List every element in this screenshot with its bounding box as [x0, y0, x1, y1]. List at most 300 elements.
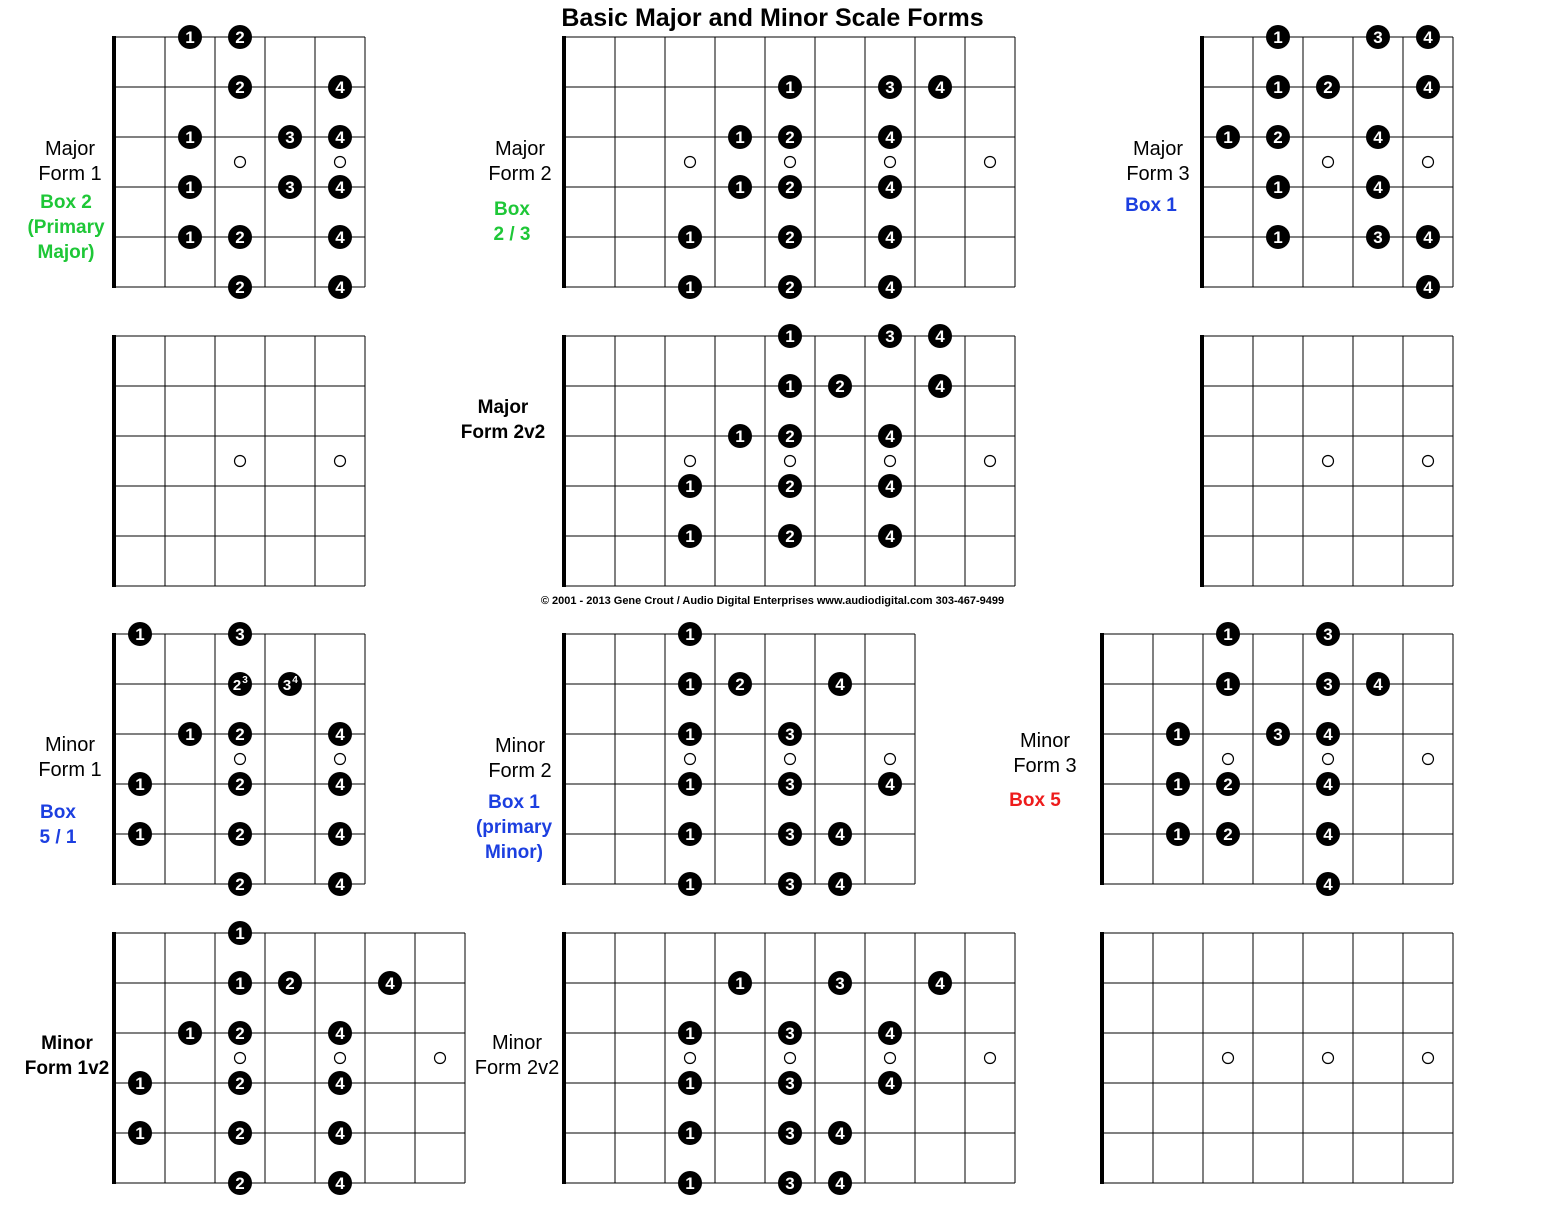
finger-dot [828, 374, 852, 398]
finger-number: 4 [1323, 825, 1333, 844]
finger-dot [1266, 75, 1290, 99]
fret-marker [885, 754, 896, 765]
finger-dot [228, 25, 252, 49]
finger-dot [228, 822, 252, 846]
finger-number: 1 [1223, 128, 1233, 147]
fretboard-minor-form-2 [562, 622, 915, 896]
form-name-line: Minor [491, 1032, 542, 1054]
finger-number: 1 [785, 327, 795, 346]
finger-dot [228, 872, 252, 896]
finger-dot [778, 722, 802, 746]
finger-number: 4 [885, 178, 895, 197]
finger-number: 1 [685, 1174, 695, 1193]
finger-dot [728, 175, 752, 199]
finger-number: 2 [785, 427, 795, 446]
finger-number: 4 [835, 1124, 845, 1143]
finger-dot [328, 822, 352, 846]
nut [1100, 932, 1104, 1184]
finger-number: 1 [235, 924, 245, 943]
form-name-line: Form 3 [1013, 755, 1077, 777]
form-name-line: Minor [1019, 730, 1070, 752]
finger-number: 1 [185, 1024, 195, 1043]
form-name-line: Minor [44, 734, 95, 756]
finger-number: 4 [335, 775, 345, 794]
finger-dot [1416, 25, 1440, 49]
finger-number: 1 [685, 675, 695, 694]
form-name-major-form-2v2 [443, 395, 563, 445]
finger-number: 4 [935, 974, 945, 993]
finger-number: 1 [1223, 675, 1233, 694]
fret-marker [885, 456, 896, 467]
fret-marker [685, 1053, 696, 1064]
finger-number: 3 [1373, 28, 1383, 47]
finger-number: 4 [335, 875, 345, 894]
finger-number: 2 [235, 775, 245, 794]
fretboard-major-form-3 [1200, 25, 1453, 299]
finger-dot [228, 672, 252, 696]
finger-number: 4 [1373, 178, 1383, 197]
form-name-line: Form 3 [1126, 163, 1190, 185]
fret-marker [785, 157, 796, 168]
finger-dot [728, 672, 752, 696]
finger-number: 4 [835, 675, 845, 694]
finger-dot [378, 971, 402, 995]
fret-marker [1323, 754, 1334, 765]
finger-number: 1 [1273, 178, 1283, 197]
finger-number: 1 [685, 825, 695, 844]
finger-number: 1 [1173, 725, 1183, 744]
finger-dot [328, 872, 352, 896]
box-label-line: Box [494, 199, 530, 220]
form-name-major-form-3 [1098, 137, 1218, 187]
finger-number: 4 [335, 228, 345, 247]
form-name-minor-form-1v2 [7, 1031, 127, 1081]
finger-dot [828, 822, 852, 846]
finger-number: 3 [785, 1024, 795, 1043]
form-name-line: Form 2 [488, 760, 552, 782]
finger-dot [228, 1021, 252, 1045]
finger-dot [678, 225, 702, 249]
finger-number: 1 [1173, 825, 1183, 844]
box-label-minor-form-3 [975, 788, 1095, 813]
finger-number: 4 [885, 1074, 895, 1093]
finger-number: 3 [835, 974, 845, 993]
finger-number: 3 [1323, 675, 1333, 694]
finger-number: 1 [685, 278, 695, 297]
finger-dot [228, 1121, 252, 1145]
fret-marker [985, 157, 996, 168]
page-title: Basic Major and Minor Scale Forms [561, 4, 984, 32]
finger-number: 4 [935, 78, 945, 97]
finger-number: 4 [385, 974, 395, 993]
fret-marker [985, 1053, 996, 1064]
finger-dot [328, 175, 352, 199]
finger-dot [878, 474, 902, 498]
form-name-line: Form 2v2 [474, 1057, 560, 1079]
finger-dot [878, 175, 902, 199]
finger-dot [878, 1071, 902, 1095]
finger-dot [878, 324, 902, 348]
fret-marker [335, 456, 346, 467]
fret-marker [435, 1053, 446, 1064]
finger-dot [878, 772, 902, 796]
finger-number: 1 [1173, 775, 1183, 794]
fret-marker [235, 157, 246, 168]
finger-dot [678, 1021, 702, 1045]
box-label-line: Minor) [484, 842, 544, 863]
finger-number: 2 [235, 875, 245, 894]
finger-dot [728, 424, 752, 448]
finger-number: 4 [835, 875, 845, 894]
finger-dot [128, 622, 152, 646]
finger-number: 4 [335, 1124, 345, 1143]
finger-dot [778, 474, 802, 498]
finger-number: 2 [235, 1174, 245, 1193]
finger-number: 2 [235, 825, 245, 844]
finger-dot [778, 1021, 802, 1045]
finger-number: 4 [835, 825, 845, 844]
form-name-minor-form-3 [985, 729, 1105, 779]
fretboard-minor-form-2v2 [562, 932, 1015, 1195]
box-label-major-form-3 [1091, 193, 1211, 218]
finger-dot [678, 275, 702, 299]
finger-number: 4 [335, 725, 345, 744]
finger-dot [778, 1171, 802, 1195]
finger-dot [1366, 25, 1390, 49]
finger-dot [678, 872, 702, 896]
fret-marker [235, 456, 246, 467]
finger-dot [1316, 772, 1340, 796]
form-name-line: Form 2 [488, 163, 552, 185]
finger-dot [228, 722, 252, 746]
finger-alt-number: 4 [292, 675, 298, 686]
finger-number: 2 [1273, 128, 1283, 147]
finger-number: 4 [335, 825, 345, 844]
finger-number: 1 [135, 625, 145, 644]
box-label-minor-form-1 [0, 800, 118, 850]
finger-dot [1166, 722, 1190, 746]
box-label-line: Box 1 [488, 792, 540, 813]
finger-dot [178, 175, 202, 199]
fret-marker [235, 754, 246, 765]
finger-number: 3 [785, 875, 795, 894]
fret-marker [235, 1053, 246, 1064]
finger-number: 3 [785, 1174, 795, 1193]
finger-dot [778, 872, 802, 896]
finger-dot [878, 225, 902, 249]
finger-number: 3 [285, 178, 295, 197]
fret-marker [335, 157, 346, 168]
finger-number: 2 [235, 1074, 245, 1093]
form-name-line: Major [1132, 138, 1183, 160]
finger-dot [778, 275, 802, 299]
finger-number: 3 [285, 128, 295, 147]
finger-dot [928, 75, 952, 99]
finger-dot [778, 225, 802, 249]
finger-dot [778, 75, 802, 99]
box-label-line: 2 / 3 [493, 224, 531, 245]
form-name-minor-form-2v2 [457, 1031, 577, 1081]
finger-number: 4 [1323, 875, 1333, 894]
finger-number: 3 [785, 1124, 795, 1143]
finger-number: 4 [335, 1174, 345, 1193]
finger-dot [1366, 175, 1390, 199]
fret-marker [785, 456, 796, 467]
finger-dot [228, 622, 252, 646]
finger-number: 4 [335, 1074, 345, 1093]
finger-number: 1 [185, 178, 195, 197]
finger-number: 4 [1423, 228, 1433, 247]
finger-dot [928, 374, 952, 398]
finger-dot [1316, 672, 1340, 696]
finger-number: 2 [235, 228, 245, 247]
finger-dot [228, 75, 252, 99]
finger-dot [1416, 75, 1440, 99]
finger-number: 1 [735, 974, 745, 993]
fret-marker [885, 157, 896, 168]
fret-marker [1323, 1053, 1334, 1064]
finger-number: 4 [885, 427, 895, 446]
finger-dot [328, 1071, 352, 1095]
finger-alt-number: 3 [242, 675, 248, 686]
finger-dot [1316, 872, 1340, 896]
finger-dot [228, 921, 252, 945]
nut [562, 335, 566, 587]
finger-number: 1 [185, 28, 195, 47]
finger-dot [1416, 275, 1440, 299]
finger-number: 4 [1373, 675, 1383, 694]
finger-dot [678, 1171, 702, 1195]
finger-number: 4 [335, 78, 345, 97]
finger-dot [1216, 772, 1240, 796]
finger-dot [328, 125, 352, 149]
finger-number: 1 [735, 427, 745, 446]
finger-number: 2 [785, 178, 795, 197]
box-label-major-form-2 [452, 197, 572, 247]
finger-dot [678, 1121, 702, 1145]
fret-marker [685, 754, 696, 765]
finger-number: 2 [1223, 825, 1233, 844]
box-label-line: Box 1 [1125, 195, 1177, 216]
finger-dot [828, 971, 852, 995]
finger-number: 3 [282, 677, 292, 694]
finger-dot [278, 971, 302, 995]
finger-dot [728, 971, 752, 995]
finger-dot [678, 524, 702, 548]
finger-number: 4 [1323, 775, 1333, 794]
finger-number: 2 [785, 128, 795, 147]
finger-number: 1 [185, 128, 195, 147]
finger-dot [828, 872, 852, 896]
finger-number: 2 [235, 278, 245, 297]
form-name-line: Form 1 [38, 759, 102, 781]
finger-dot [328, 772, 352, 796]
finger-number: 1 [135, 825, 145, 844]
finger-number: 1 [685, 775, 695, 794]
finger-number: 1 [685, 477, 695, 496]
finger-dot [328, 722, 352, 746]
finger-dot [728, 125, 752, 149]
fret-marker [1223, 754, 1234, 765]
finger-number: 2 [235, 725, 245, 744]
box-label-line: Major) [37, 242, 95, 263]
form-name-line: Major [44, 138, 95, 160]
finger-dot [678, 822, 702, 846]
box-label-minor-form-2 [454, 790, 574, 865]
finger-dot [1166, 822, 1190, 846]
finger-number: 4 [935, 327, 945, 346]
finger-dot [778, 125, 802, 149]
finger-dot [228, 1071, 252, 1095]
finger-number: 4 [885, 527, 895, 546]
finger-dot [778, 1071, 802, 1095]
finger-number: 4 [1423, 78, 1433, 97]
finger-dot [778, 424, 802, 448]
finger-dot [328, 1171, 352, 1195]
finger-dot [1266, 722, 1290, 746]
finger-number: 1 [135, 775, 145, 794]
fretboard-major-form-2v2 [562, 324, 1015, 587]
finger-dot [778, 524, 802, 548]
fret-marker [885, 1053, 896, 1064]
form-name-major-form-2 [460, 137, 580, 187]
form-name-line: Major [494, 138, 545, 160]
fret-marker [785, 1053, 796, 1064]
finger-number: 1 [1223, 625, 1233, 644]
finger-dot [328, 225, 352, 249]
fret-marker [335, 754, 346, 765]
finger-number: 1 [735, 128, 745, 147]
finger-number: 2 [235, 28, 245, 47]
finger-dot [328, 1021, 352, 1045]
finger-dot [328, 275, 352, 299]
finger-number: 1 [685, 725, 695, 744]
finger-dot [1216, 622, 1240, 646]
fretboard-blank-major-right [1200, 335, 1453, 587]
finger-dot [828, 672, 852, 696]
finger-dot [328, 1121, 352, 1145]
finger-number: 4 [885, 278, 895, 297]
form-name-line: Minor [41, 1033, 93, 1054]
finger-number: 4 [1423, 28, 1433, 47]
finger-number: 1 [1273, 28, 1283, 47]
finger-number: 2 [785, 278, 795, 297]
finger-dot [778, 374, 802, 398]
fretboard-minor-form-1 [112, 622, 365, 896]
finger-dot [278, 175, 302, 199]
finger-number: 3 [785, 775, 795, 794]
finger-number: 4 [885, 477, 895, 496]
fretboard-minor-form-3 [1100, 622, 1453, 896]
finger-dot [1266, 175, 1290, 199]
finger-number: 3 [235, 625, 245, 644]
finger-dot [678, 672, 702, 696]
fret-marker [785, 754, 796, 765]
finger-dot [1166, 772, 1190, 796]
finger-dot [1216, 822, 1240, 846]
fret-marker [1423, 754, 1434, 765]
box-label-major-form-1 [6, 190, 126, 265]
form-name-line: Form 1 [38, 163, 102, 185]
fret-marker [1323, 157, 1334, 168]
finger-number: 1 [135, 1074, 145, 1093]
finger-number: 1 [785, 78, 795, 97]
finger-number: 4 [835, 1174, 845, 1193]
finger-dot [1216, 125, 1240, 149]
copyright-notice: © 2001 - 2013 Gene Crout / Audio Digital Enterprises www.audiodigital.com 303-467-9499 [540, 595, 1005, 607]
finger-number: 2 [735, 675, 745, 694]
finger-dot [1266, 225, 1290, 249]
fret-marker [1423, 456, 1434, 467]
finger-number: 2 [835, 377, 845, 396]
fret-marker [1323, 456, 1334, 467]
finger-number: 4 [335, 178, 345, 197]
finger-number: 2 [785, 228, 795, 247]
finger-dot [128, 1071, 152, 1095]
form-name-line: Form 1v2 [24, 1058, 110, 1079]
fretboard-major-form-2 [562, 36, 1015, 299]
finger-number: 4 [935, 377, 945, 396]
finger-dot [878, 75, 902, 99]
finger-number: 1 [685, 228, 695, 247]
finger-number: 2 [235, 1024, 245, 1043]
finger-dot [878, 125, 902, 149]
form-name-line: Minor [494, 735, 545, 757]
finger-number: 4 [1423, 278, 1433, 297]
finger-number: 1 [735, 178, 745, 197]
box-label-line: (primary [475, 817, 553, 838]
finger-dot [878, 275, 902, 299]
box-label-line: (Primary [27, 217, 105, 238]
finger-dot [1366, 225, 1390, 249]
finger-dot [678, 622, 702, 646]
finger-number: 2 [235, 1124, 245, 1143]
finger-dot [1316, 722, 1340, 746]
fret-marker [1423, 157, 1434, 168]
finger-dot [278, 125, 302, 149]
finger-number: 3 [885, 327, 895, 346]
finger-dot [328, 75, 352, 99]
finger-number: 1 [685, 625, 695, 644]
finger-number: 2 [785, 527, 795, 546]
finger-number: 4 [885, 1024, 895, 1043]
fret-marker [1423, 1053, 1434, 1064]
finger-dot [1366, 125, 1390, 149]
finger-dot [1366, 672, 1390, 696]
finger-dot [778, 175, 802, 199]
finger-number: 1 [185, 725, 195, 744]
finger-number: 1 [785, 377, 795, 396]
finger-number: 3 [785, 1074, 795, 1093]
finger-number: 3 [1273, 725, 1283, 744]
finger-dot [178, 25, 202, 49]
finger-dot [1316, 822, 1340, 846]
finger-number: 4 [885, 228, 895, 247]
finger-number: 4 [1373, 128, 1383, 147]
fretboard-minor-form-1v2 [112, 921, 465, 1195]
finger-number: 1 [685, 1074, 695, 1093]
finger-dot [1266, 125, 1290, 149]
finger-number: 3 [785, 825, 795, 844]
finger-dot [228, 772, 252, 796]
finger-dot [178, 722, 202, 746]
finger-dot [1316, 75, 1340, 99]
finger-dot [778, 772, 802, 796]
finger-number: 1 [1273, 228, 1283, 247]
finger-dot [128, 822, 152, 846]
finger-dot [1316, 622, 1340, 646]
finger-number: 4 [1323, 725, 1333, 744]
